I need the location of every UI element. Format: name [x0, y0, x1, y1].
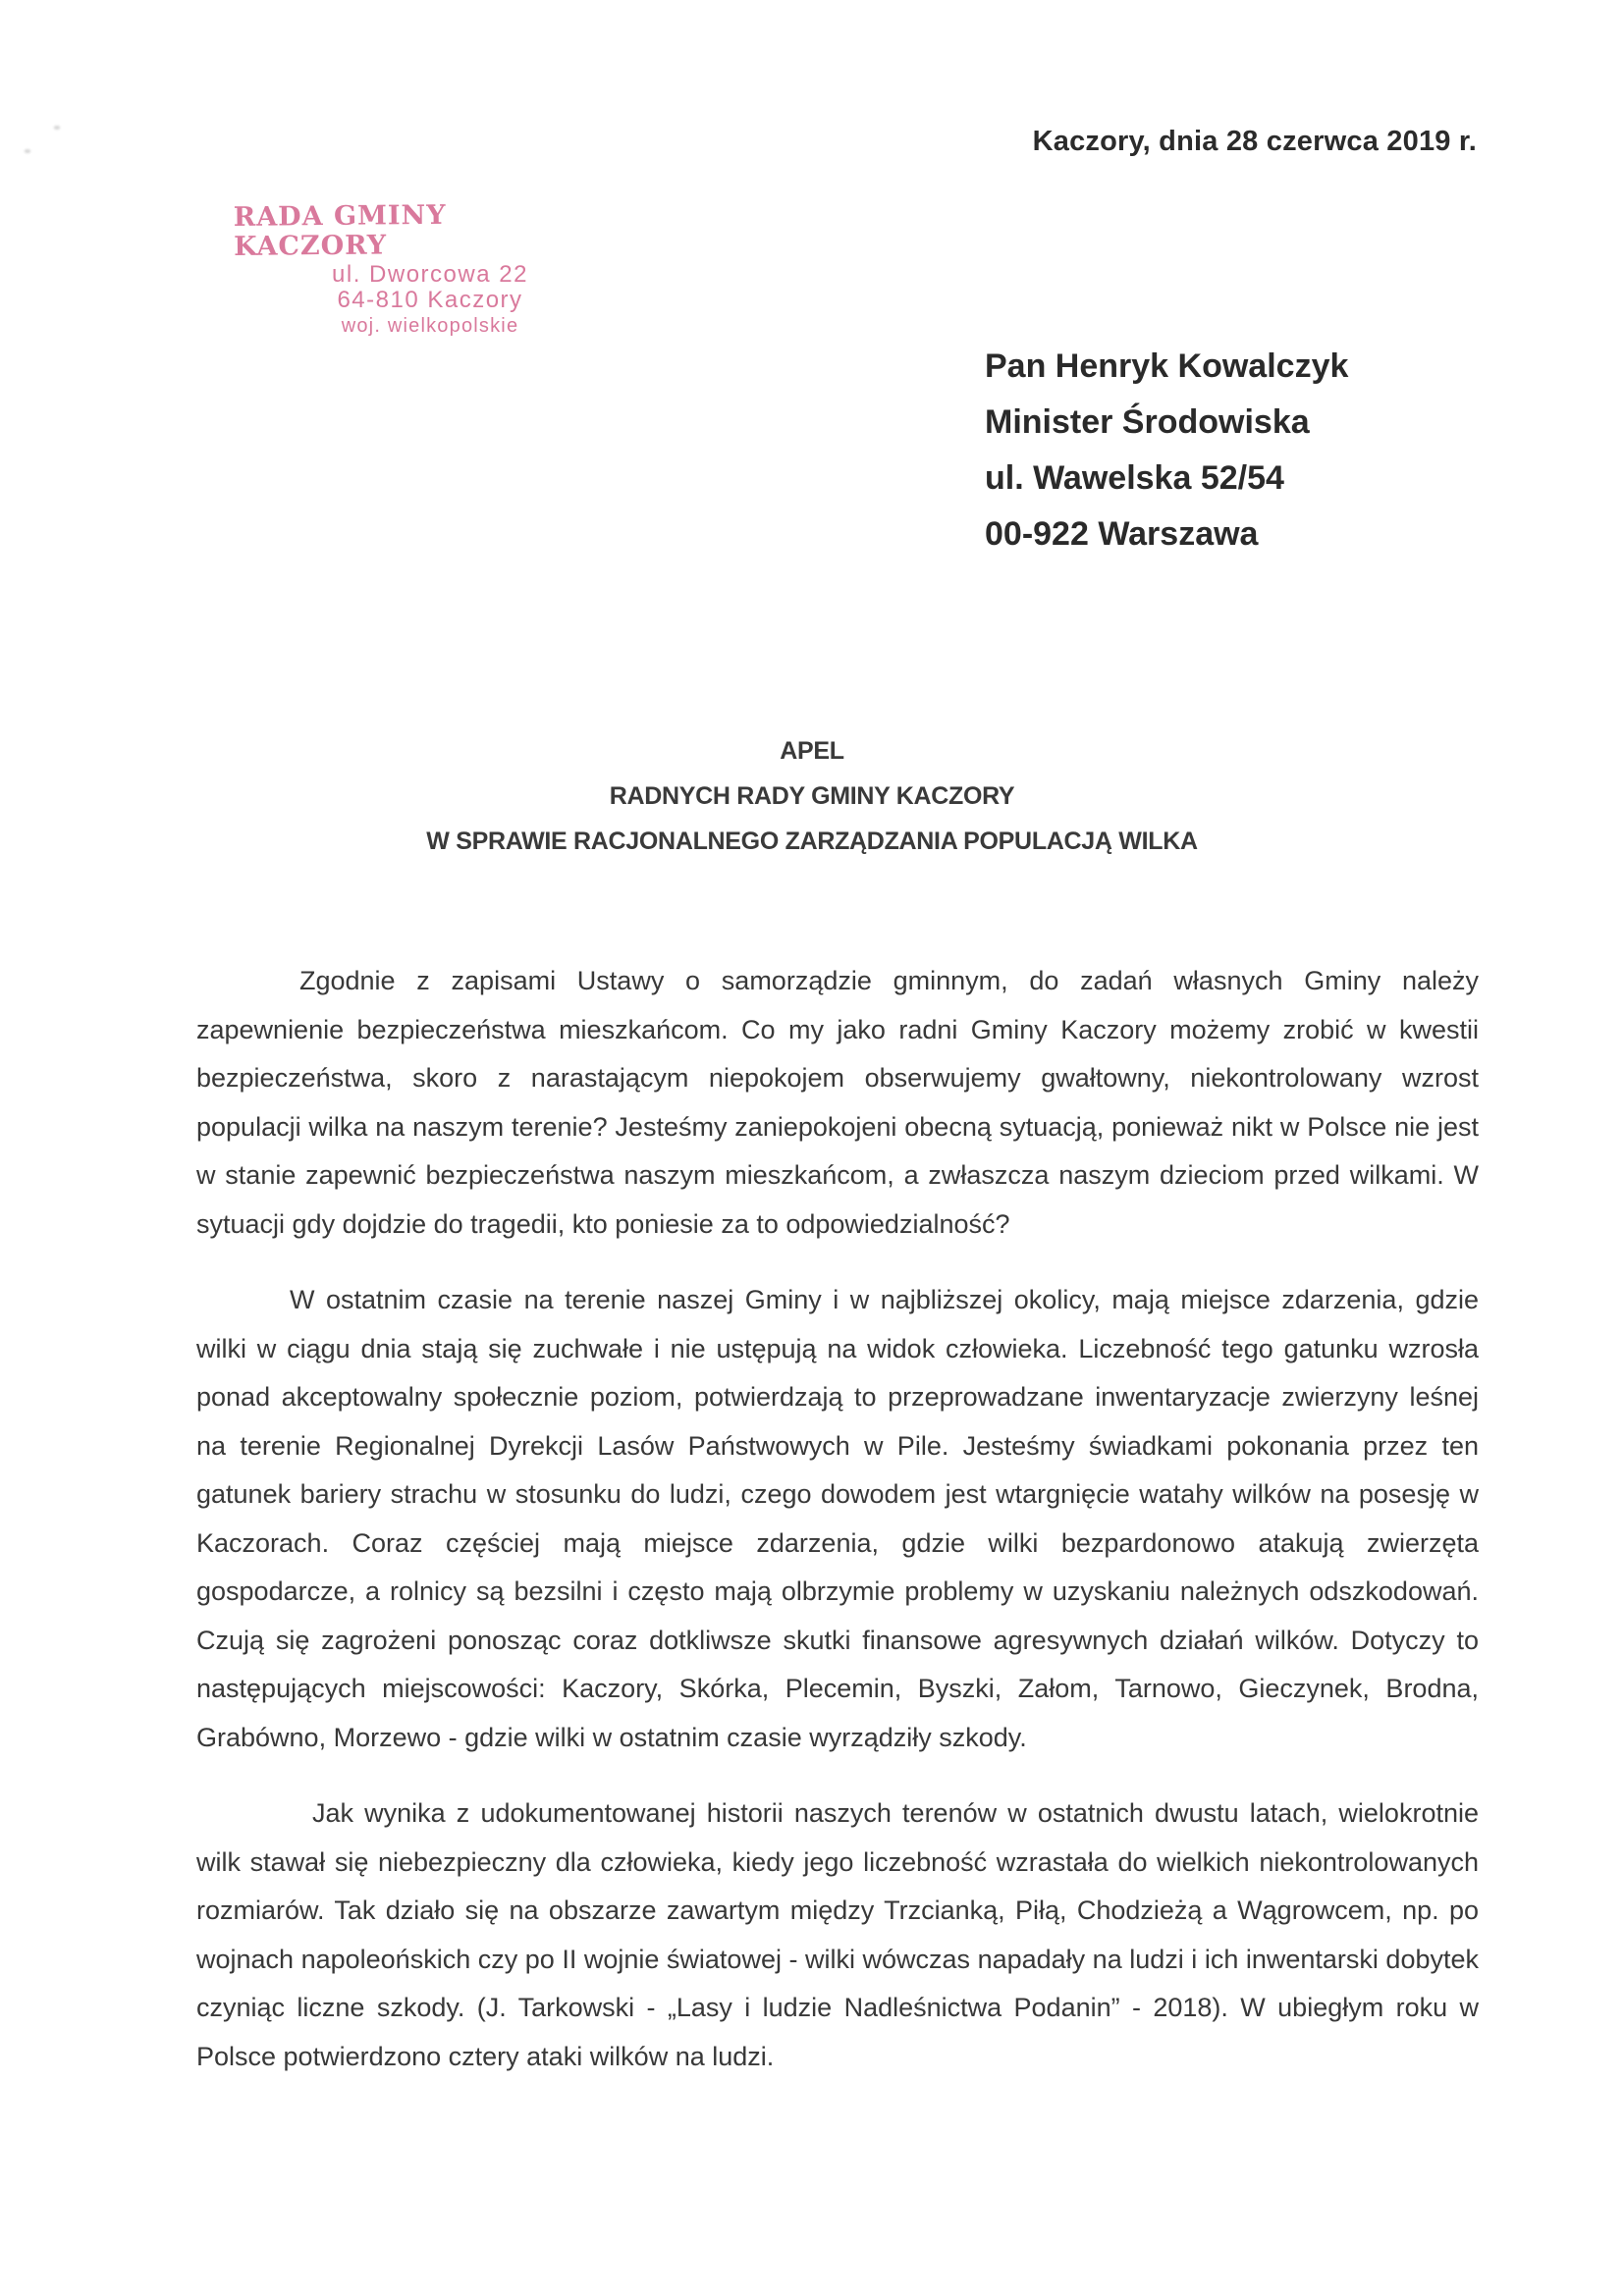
stamp-region: woj. wielkopolskie — [341, 315, 519, 337]
document-title — [0, 728, 1624, 864]
letter-body — [196, 957, 1479, 2109]
stamp-street: ul. Dworcowa 22 — [332, 261, 528, 288]
recipient-name: Pan Henryk Kowalczyk — [985, 347, 1349, 385]
paragraph: Jak wynika z udokumentowanej historii naszych terenów w ostatnich dwustu latach, wielokrotnie wilk stawał się niebezpieczny dla człowieka, kiedy jego liczebność wzrastała do wielkich niekontrolowanych rozmiarów. Tak działo się na obszarze zawartym między Trzcianką, Piłą, Chodzieżą a Wągrowcem, np. po wojnach napoleońskich czy po II wojnie światowej - wilki wówczas napadały na ludzi i ich inwentarski dobytek czyniąc liczne szkody. (J. Tarkowski - „Lasy i ludzie Nadleśnictwa Podanin” - 2018). W ubiegłym roku w Polsce potwierdzono cztery ataki wilków na ludzi. — [196, 1798, 1479, 2071]
paragraph: W ostatnim czasie na terenie naszej Gminy i w najbliższej okolicy, mają miejsce zdarzenia, gdzie wilki w ciągu dnia stają się zuchwałe i nie ustępują na widok człowieka. Liczebność tego gatunku wzrosła ponad akceptowalny społecznie poziom, potwierdzają to przeprowadzane inwentaryzacje zwierzyny leśnej na terenie Regionalnej Dyrekcji Lasów Państwowych w Pile. Jesteśmy świadkami pokonania przez ten gatunek bariery strachu w stosunku do ludzi, czego dowodem jest wtargnięcie watahy wilków na posesję w Kaczorach. Coraz częściej mają miejsce zdarzenia, gdzie wilki bezpardonowo atakują zwierzęta gospodarcze, a rolnicy są bezsilni i często mają olbrzymie problemy w uzyskaniu należnych odszkodowań. Czują się zagrożeni ponosząc coraz dotkliwsze skutki finansowe agresywnych działań wilków. Dotyczy to następujących miejscowości: Kaczory, Skórka, Plecemin, Byszki, Załom, Tarnowo, Gieczynek, Brodna, Grabówno, Morzewo - gdzie wilki w ostatnim czasie wyrządziły szkody. — [196, 1285, 1479, 1752]
paragraph: Zgodnie z zapisami Ustawy o samorządzie gminnym, do zadań własnych Gminy należy zapewnienie bezpieczeństwa mieszkańcom. Co my jako radni Gminy Kaczory możemy zrobić w kwestii bezpieczeństwa, skoro z narastającym niepokojem obserwujemy gwałtowny, niekontrolowany wzrost populacji wilka na naszym terenie? Jesteśmy zaniepokojeni obecną sytuacją, ponieważ nikt w Polsce nie jest w stanie zapewnić bezpieczeństwa naszym mieszkańcom, a zwłaszcza naszym dzieciom przed wilkami. W sytuacji gdy dojdzie do tragedii, kto poniesie za to odpowiedzialność? — [196, 966, 1479, 1239]
recipient-postal-city: 00-922 Warszawa — [985, 515, 1259, 553]
place-and-date: Kaczory, dnia 28 czerwca 2019 r. — [1032, 126, 1477, 157]
title-line-2: RADNYCH RADY GMINY KACZORY — [609, 782, 1015, 810]
scan-artifact — [25, 149, 30, 153]
stamp-postal-city: 64-810 Kaczory — [337, 287, 523, 313]
stamp-title: RADA GMINY KACZORY — [233, 199, 447, 262]
sender-stamp — [233, 199, 607, 339]
recipient-position: Minister Środowiska — [985, 403, 1310, 441]
title-line-3: W SPRAWIE RACJONALNEGO ZARZĄDZANIA POPULACJĄ WILKA — [426, 828, 1198, 855]
recipient-street: ul. Wawelska 52/54 — [985, 459, 1284, 497]
title-line-1: APEL — [780, 737, 844, 765]
recipient-address — [985, 339, 1348, 562]
scan-artifact — [54, 126, 60, 130]
